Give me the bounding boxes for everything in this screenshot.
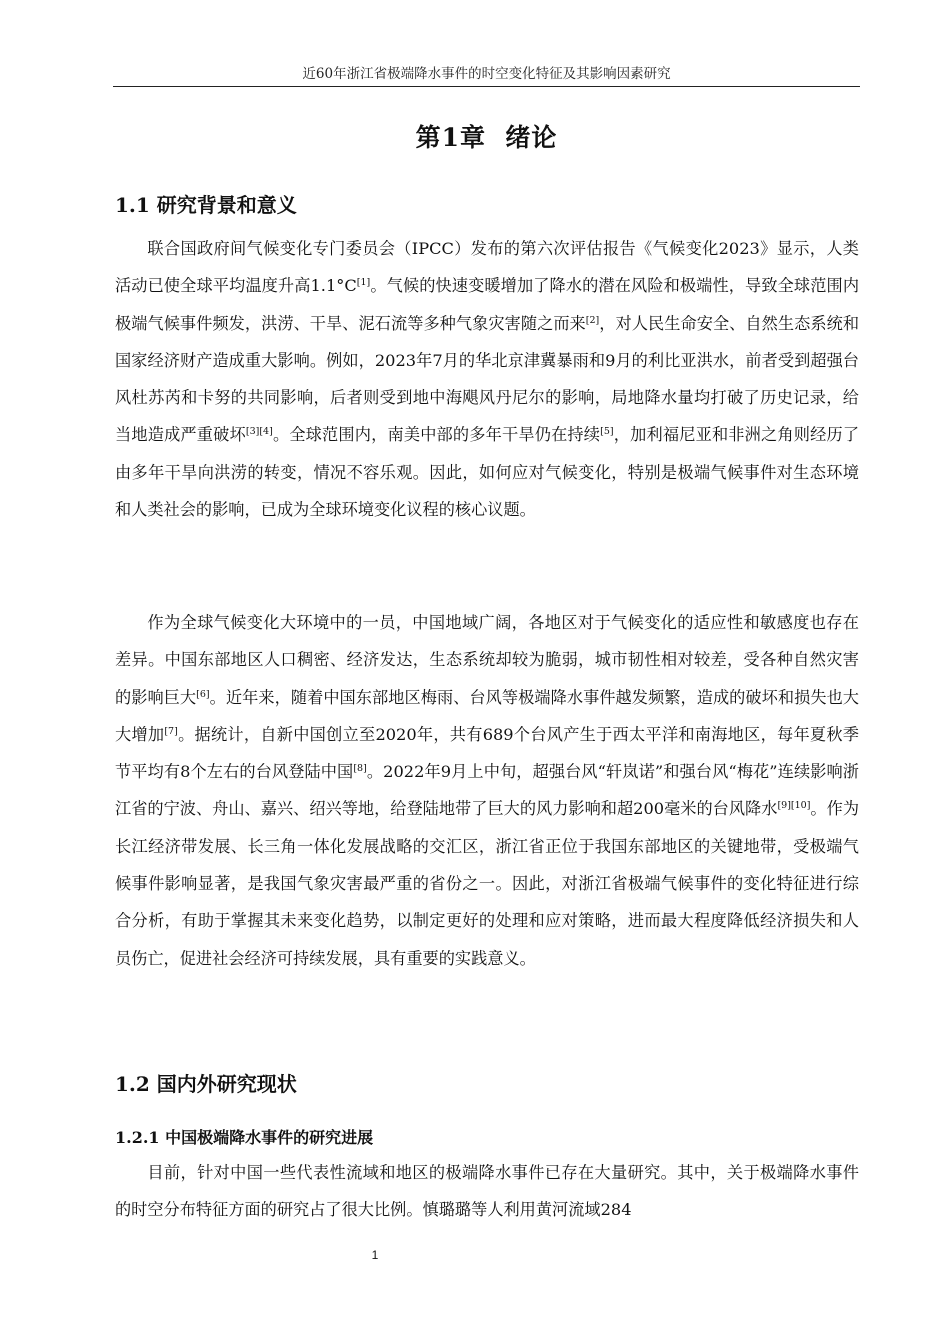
paragraph-text: ，加利福尼亚和非洲之角则经历了由多年干旱向洪涝的转变，情况不容乐观。因此，如何应对气候变化，特别是极端气候事件对生态环境和人类社会的影响，已成为全球环境变化议程的核心议题。 xyxy=(115,425,860,520)
citation-ref: [6] xyxy=(196,688,210,700)
paragraph-research-progress xyxy=(115,1154,859,1229)
section-heading-1-1: 1.1 研究背景和意义 xyxy=(115,193,297,217)
citation-ref: [1] xyxy=(356,277,371,289)
citation-ref: [9][10] xyxy=(777,800,811,812)
header-divider xyxy=(113,86,860,87)
paragraph-text: 。气候的快速变暖增加了降水的潜在风险和极端性，导致全球范围内极端气候事件频发，洪涝、干旱、泥石流等多种气象灾害随之而来 xyxy=(115,276,860,333)
paragraph-text: 作为全球气候变化大环境中的一员，中国地域广阔，各地区对于气候变化的适应性和敏感度也存在差异。中国东部地区人口稠密、经济发达，生态系统却较为脆弱，城市韧性相对较差，受各种自然灾害的影响巨大 xyxy=(115,613,859,707)
paragraph-background-2 xyxy=(115,604,859,977)
citation-ref: [7] xyxy=(164,725,178,737)
paragraph-text: 。作为长江经济带发展、长三角一体化发展战略的交汇区，浙江省正位于我国东部地区的关键地带，受极端气候事件影响显著，是我国气象灾害最严重的省份之一。因此，对浙江省极端气候事件的变化特征进行综合分析，有助于掌握其未来变化趋势，以制定更好的处理和应对策略，进而最大程度降低经济损失和人员伤亡，促进社会经济可持续发展，具有重要的实践意义。 xyxy=(115,799,860,968)
paragraph-text: 。全球范围内，南美中部的多年干旱仍在持续 xyxy=(272,425,601,445)
running-header: 近60年浙江省极端降水事件的时空变化特征及其影响因素研究 xyxy=(302,66,671,82)
paragraph-background-1 xyxy=(115,230,859,528)
citation-ref: [5] xyxy=(600,426,614,438)
paragraph-text: 。近年来，随着中国东部地区梅雨、台风等极端降水事件越发频繁，造成的破坏和损失也大大增加 xyxy=(115,687,859,744)
citation-ref: [3][4] xyxy=(245,426,273,438)
subsection-heading-1-2-1: 1.2.1 中国极端降水事件的研究进展 xyxy=(115,1128,374,1147)
page-number: 1 xyxy=(371,1248,379,1262)
paragraph-text: 目前，针对中国一些代表性流域和地区的极端降水事件已存在大量研究。其中，关于极端降水事件的时空分布特征方面的研究占了很大比例。慎璐璐等人利用黄河流域284 xyxy=(115,1163,859,1220)
paragraph-text: ，对人民生命安全、自然生态系统和国家经济财产造成重大影响。例如，2023年7月的华北京津冀暴雨和9月的利比亚洪水，前者受到超强台风杜苏芮和卡努的共同影响，后者则受到地中海飓风丹尼尔的影响，局地降水量均打破了历史记录，给当地造成严重破坏 xyxy=(115,313,860,445)
paragraph-text: 。据统计，自新中国创立至2020年，共有689个台风产生于西太平洋和南海地区，每年夏秋季节平均有8个左右的台风登陆中国 xyxy=(115,724,859,782)
chapter-title: 第1章 绪论 xyxy=(415,123,558,152)
paragraph-text: 联合国政府间气候变化专门委员会（IPCC）发布的第六次评估报告《气候变化2023》显示，人类活动已使全球平均温度升高1.1°C xyxy=(115,239,859,296)
paragraph-text: 。2022年9月上中旬，超强台风“轩岚诺”和强台风“梅花”连续影响浙江省的宁波、舟山、嘉兴、绍兴等地，给登陆地带了巨大的风力影响和超200毫米的台风降水 xyxy=(115,762,859,819)
section-heading-1-2: 1.2 国内外研究现状 xyxy=(115,1072,297,1096)
citation-ref: [2] xyxy=(585,314,600,326)
citation-ref: [8] xyxy=(353,763,367,775)
